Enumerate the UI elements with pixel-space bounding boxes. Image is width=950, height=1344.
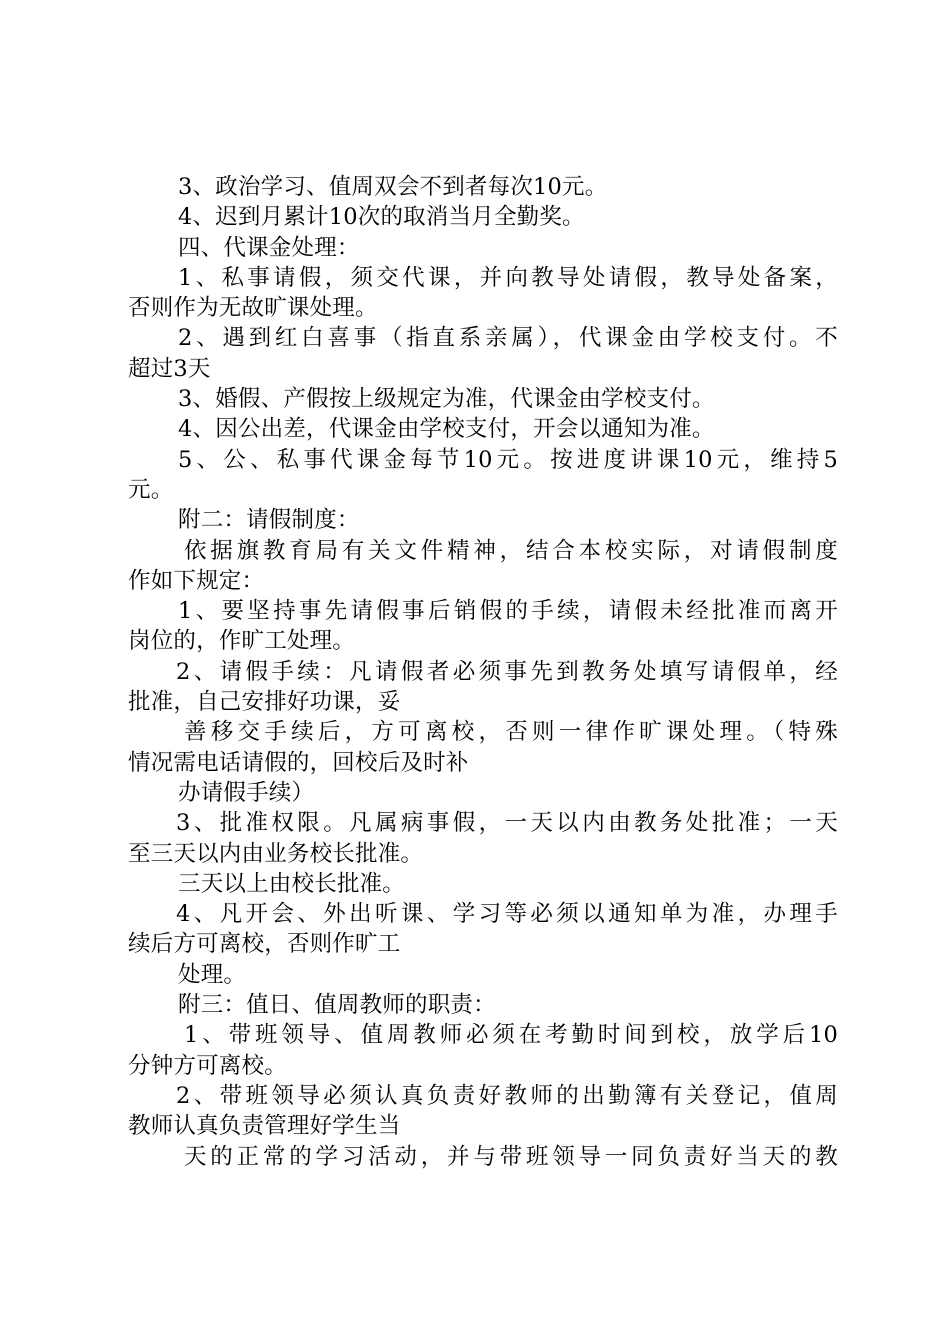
text-line: 2、遇到红白喜事（指直系亲属），代课金由学校支付。不 <box>178 325 838 352</box>
text-line: 4、凡开会、外出听课、学习等必须以通知单为准，办理手 <box>176 901 838 928</box>
document-body <box>128 172 838 1172</box>
text-line: 处理。 <box>178 961 247 988</box>
text-line: 分钟方可离校。 <box>128 1052 287 1079</box>
text-line: 依据旗教育局有关文件精神，结合本校实际，对请假制度 <box>184 537 838 564</box>
text-line: 3、政治学习、值周双会不到者每次10元。 <box>178 174 608 200</box>
text-line: 3、批准权限。凡属病事假，一天以内由教务处批准；一天 <box>176 810 838 837</box>
text-line: 附三：值日、值周教师的职责： <box>178 992 496 1019</box>
text-line: 三天以上由校长批准。 <box>178 870 406 897</box>
text-line: 善移交手续后，方可离校，否则一律作旷课处理。（特殊 <box>184 719 838 746</box>
text-line: 天的正常的学习活动，并与带班领导一同负责好当天的教 <box>184 1143 838 1170</box>
text-line: 超过3天 <box>128 355 211 382</box>
text-line: 4、迟到月累计10次的取消当月全勤奖。 <box>178 204 585 231</box>
text-line: 情况需电话请假的，回校后及时补 <box>128 749 469 776</box>
text-line: 附二：请假制度： <box>178 507 360 534</box>
text-line: 4、因公出差，代课金由学校支付，开会以通知为准。 <box>178 416 715 443</box>
text-line: 批准，自己安排好功课，妥 <box>128 689 401 716</box>
text-line: 1、带班领导、值周教师必须在考勤时间到校，放学后10 <box>184 1022 838 1049</box>
text-line: 作如下规定： <box>128 567 265 594</box>
text-line: 教师认真负责管理好学生当 <box>128 1113 401 1140</box>
text-line: 续后方可离校，否则作旷工 <box>128 931 401 958</box>
text-line: 岗位的，作旷工处理。 <box>128 628 356 655</box>
text-line: 1、私事请假，须交代课，并向教导处请假，教导处备案， <box>178 264 838 291</box>
text-line: 办请假手续） <box>178 779 315 806</box>
text-line: 2、带班领导必须认真负责好教师的出勤簿有关登记，值周 <box>176 1082 838 1109</box>
text-line: 至三天以内由业务校长批准。 <box>128 840 424 867</box>
text-line: 四、代课金处理： <box>178 234 360 261</box>
text-line: 2、请假手续：凡请假者必须事先到教务处填写请假单，经 <box>176 658 838 685</box>
text-line: 元。 <box>128 476 174 503</box>
text-line: 3、婚假、产假按上级规定为准，代课金由学校支付。 <box>178 386 715 413</box>
text-line: 否则作为无故旷课处理。 <box>128 295 378 322</box>
text-line: 1、要坚持事先请假事后销假的手续，请假未经批准而离开 <box>178 598 838 625</box>
text-line: 5、公、私事代课金每节10元。按进度讲课10元，维持5 <box>178 446 838 473</box>
